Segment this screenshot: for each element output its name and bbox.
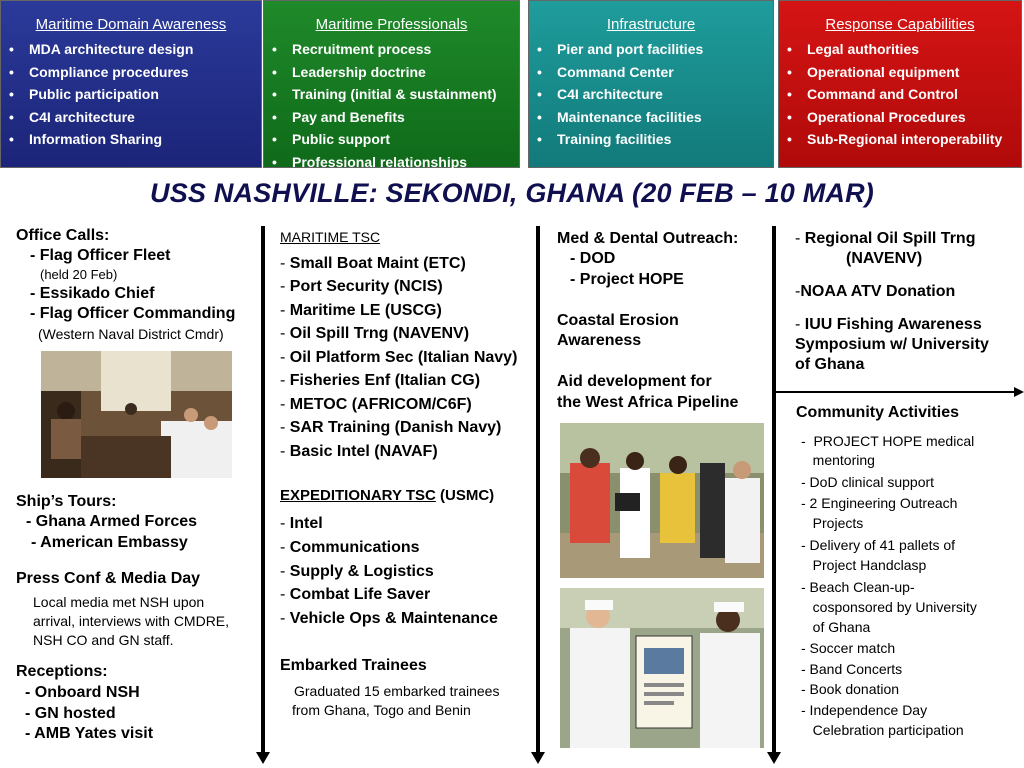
- community-item: of Ghana: [801, 619, 871, 635]
- press-conf-heading: Press Conf & Media Day: [16, 570, 201, 587]
- office-call-photo-image: [41, 351, 232, 478]
- community-item: - DoD clinical support: [801, 474, 935, 490]
- infrastructure-box-title: Infrastructure: [606, 16, 696, 33]
- noaa-donation: [795, 282, 955, 302]
- page-title: USS NASHVILLE: SEKONDI, GHANA (20 FEB – 10 MAR): [150, 178, 874, 208]
- exp-item: - Intel: [280, 515, 323, 532]
- down-arrow-icon: [256, 752, 270, 764]
- community-item: - Book donation: [801, 681, 900, 697]
- aid-development-line: Aid development for: [557, 373, 712, 390]
- iuu-line: Symposium w/ University: [795, 336, 989, 353]
- tsc-item-label: Small Boat Maint (ETC): [289, 255, 466, 272]
- timeline-divider: [772, 226, 776, 754]
- embarked-desc-line: Graduated 15 embarked trainees: [294, 683, 500, 699]
- list-item: • Legal authorities: [787, 38, 1021, 61]
- flag-officer-fleet: - Flag Officer Fleet: [30, 247, 171, 264]
- press-desc-line: NSH CO and GN staff.: [33, 632, 174, 648]
- oil-spill-training: [795, 229, 975, 249]
- down-arrow-icon: [531, 752, 545, 764]
- mda-box-title: Maritime Domain Awareness: [35, 16, 227, 33]
- tsc-item-label: SAR Training (Danish Navy): [289, 419, 502, 436]
- oil-spill-dash: -: [795, 230, 805, 247]
- dod-item: - DOD: [570, 250, 616, 267]
- outreach-photo: [560, 423, 764, 578]
- receptions-heading: Receptions:: [16, 663, 108, 680]
- exp-item: - Communications: [280, 539, 420, 556]
- list-item: • Maintenance facilities: [537, 106, 773, 129]
- tsc-item: - Oil Platform Sec (Italian Navy): [280, 349, 518, 366]
- tsc-item: - Port Security (NCIS): [280, 278, 443, 295]
- list-item: • Recruitment process: [272, 38, 519, 61]
- list-item: • Training facilities: [537, 128, 773, 151]
- timeline-divider: [536, 226, 540, 754]
- aid-development-line: the West Africa Pipeline: [557, 394, 739, 411]
- tsc-item: - METOC (AFRICOM/C6F): [280, 396, 472, 413]
- tsc-item-label: Port Security (NCIS): [289, 278, 443, 295]
- med-dental-heading: Med & Dental Outreach:: [557, 230, 739, 247]
- tsc-item: - Fisheries Enf (Italian CG): [280, 372, 481, 389]
- embarked-desc-line: from Ghana, Togo and Benin: [292, 702, 471, 718]
- office-calls-heading: Office Calls:: [16, 227, 110, 244]
- iuu-fishing: [795, 315, 982, 335]
- reception-item: - Onboard NSH: [25, 684, 140, 701]
- community-item: - Band Concerts: [801, 661, 903, 677]
- community-activities-heading: Community Activities: [796, 404, 959, 421]
- community-item: - Beach Clean-up-: [801, 579, 915, 595]
- tsc-item: - Oil Spill Trng (NAVENV): [280, 325, 470, 342]
- list-item: • Professional relationships: [272, 151, 519, 174]
- response-box-title: Response Capabilities: [825, 16, 975, 33]
- oil-spill-label: Regional Oil Spill Trng: [804, 230, 976, 247]
- navenv-label: (NAVENV): [846, 250, 923, 267]
- list-item: • C4I architecture: [9, 106, 261, 129]
- western-naval-district: (Western Naval District Cmdr): [38, 326, 224, 342]
- infrastructure-list: [529, 38, 773, 151]
- iuu-label: IUU Fishing Awareness: [804, 316, 982, 333]
- press-desc-line: arrival, interviews with CMDRE,: [33, 613, 230, 629]
- essikado-chief: - Essikado Chief: [30, 285, 155, 302]
- coastal-erosion-line: Coastal Erosion: [557, 312, 679, 329]
- tsc-item-label: Basic Intel (NAVAF): [289, 443, 438, 460]
- tsc-item: - Small Boat Maint (ETC): [280, 255, 466, 272]
- response-list: [779, 38, 1021, 151]
- ghana-armed-forces: - Ghana Armed Forces: [26, 513, 198, 530]
- iuu-dash: -: [795, 316, 805, 333]
- list-item: • Leadership doctrine: [272, 61, 519, 84]
- noaa-label: NOAA ATV Donation: [800, 283, 956, 300]
- exp-item-label: Intel: [289, 515, 323, 532]
- coastal-erosion-line: Awareness: [557, 332, 642, 349]
- ceremony-photo: [560, 588, 764, 748]
- exp-item-label: Vehicle Ops & Maintenance: [289, 610, 498, 627]
- ships-tours-heading: Ship’s Tours:: [16, 493, 117, 510]
- list-item: • Compliance procedures: [9, 61, 261, 84]
- community-item: - 2 Engineering Outreach: [801, 495, 958, 511]
- exp-item-label: Communications: [289, 539, 420, 556]
- community-item: Project Handclasp: [801, 557, 927, 573]
- ceremony-photo-image: [560, 588, 764, 748]
- tsc-item-label: METOC (AFRICOM/C6F): [289, 396, 472, 413]
- tsc-item: - Basic Intel (NAVAF): [280, 443, 438, 460]
- reception-item: - GN hosted: [25, 705, 116, 722]
- mda-list: [1, 38, 261, 151]
- exp-item: - Combat Life Saver: [280, 586, 431, 603]
- mda-box: [0, 0, 262, 168]
- list-item: • Command and Control: [787, 83, 1021, 106]
- community-item: mentoring: [801, 452, 875, 468]
- list-item: • Training (initial & sustainment): [272, 83, 519, 106]
- list-item: • Pay and Benefits: [272, 106, 519, 129]
- tsc-item: - SAR Training (Danish Navy): [280, 419, 502, 436]
- expeditionary-tsc-heading: [280, 486, 494, 506]
- community-item: - Delivery of 41 pallets of: [801, 537, 956, 553]
- response-box: [778, 0, 1022, 168]
- list-item: • Public support: [272, 128, 519, 151]
- community-item: - Independence Day: [801, 702, 928, 718]
- list-item: • Public participation: [9, 83, 261, 106]
- tsc-item-label: Oil Spill Trng (NAVENV): [289, 325, 470, 342]
- community-item: cosponsored by University: [801, 599, 977, 615]
- hope-item: - Project HOPE: [570, 271, 684, 288]
- timeline-divider: [261, 226, 265, 754]
- press-desc-line: Local media met NSH upon: [33, 594, 205, 610]
- list-item: • Operational equipment: [787, 61, 1021, 84]
- reception-item: - AMB Yates visit: [25, 725, 154, 742]
- tsc-item: - Maritime LE (USCG): [280, 302, 442, 319]
- exp-item: - Supply & Logistics: [280, 563, 434, 580]
- maritime-tsc-heading: MARITIME TSC: [280, 229, 381, 245]
- exp-item-label: Combat Life Saver: [289, 586, 431, 603]
- community-item: - PROJECT HOPE medical: [801, 433, 975, 449]
- exp-usmc-label: (USMC): [435, 487, 495, 504]
- list-item: • MDA architecture design: [9, 38, 261, 61]
- community-item: Projects: [801, 515, 864, 531]
- list-item: • Command Center: [537, 61, 773, 84]
- iuu-line: of Ghana: [795, 356, 865, 373]
- exp-item-label: Supply & Logistics: [289, 563, 434, 580]
- list-item: • Sub-Regional interoperability: [787, 128, 1021, 151]
- exp-item: - Vehicle Ops & Maintenance: [280, 610, 498, 627]
- professionals-box: [263, 0, 520, 168]
- down-arrow-icon: [767, 752, 781, 764]
- professionals-list: [264, 38, 519, 174]
- flag-officer-commanding: - Flag Officer Commanding: [30, 305, 236, 322]
- exp-tsc-label: EXPEDITIONARY TSC: [280, 487, 436, 504]
- community-item: - Soccer match: [801, 640, 896, 656]
- held-date: (held 20 Feb): [40, 267, 118, 282]
- list-item: • Operational Procedures: [787, 106, 1021, 129]
- infrastructure-box: [528, 0, 774, 168]
- list-item: • Information Sharing: [9, 128, 261, 151]
- professionals-box-title: Maritime Professionals: [315, 16, 468, 33]
- american-embassy: - American Embassy: [31, 534, 188, 551]
- outreach-photo-image: [560, 423, 764, 578]
- embarked-trainees-heading: Embarked Trainees: [280, 657, 427, 674]
- right-arrow-icon: [1014, 387, 1024, 397]
- list-item: • C4I architecture: [537, 83, 773, 106]
- tsc-item-label: Maritime LE (USCG): [289, 302, 442, 319]
- community-arrow-line: [774, 391, 1016, 393]
- office-call-photo: [41, 351, 232, 478]
- list-item: • Pier and port facilities: [537, 38, 773, 61]
- noaa-dash: -: [795, 283, 801, 300]
- tsc-item-label: Oil Platform Sec (Italian Navy): [289, 349, 518, 366]
- community-item: Celebration participation: [801, 722, 964, 738]
- tsc-item-label: Fisheries Enf (Italian CG): [289, 372, 481, 389]
